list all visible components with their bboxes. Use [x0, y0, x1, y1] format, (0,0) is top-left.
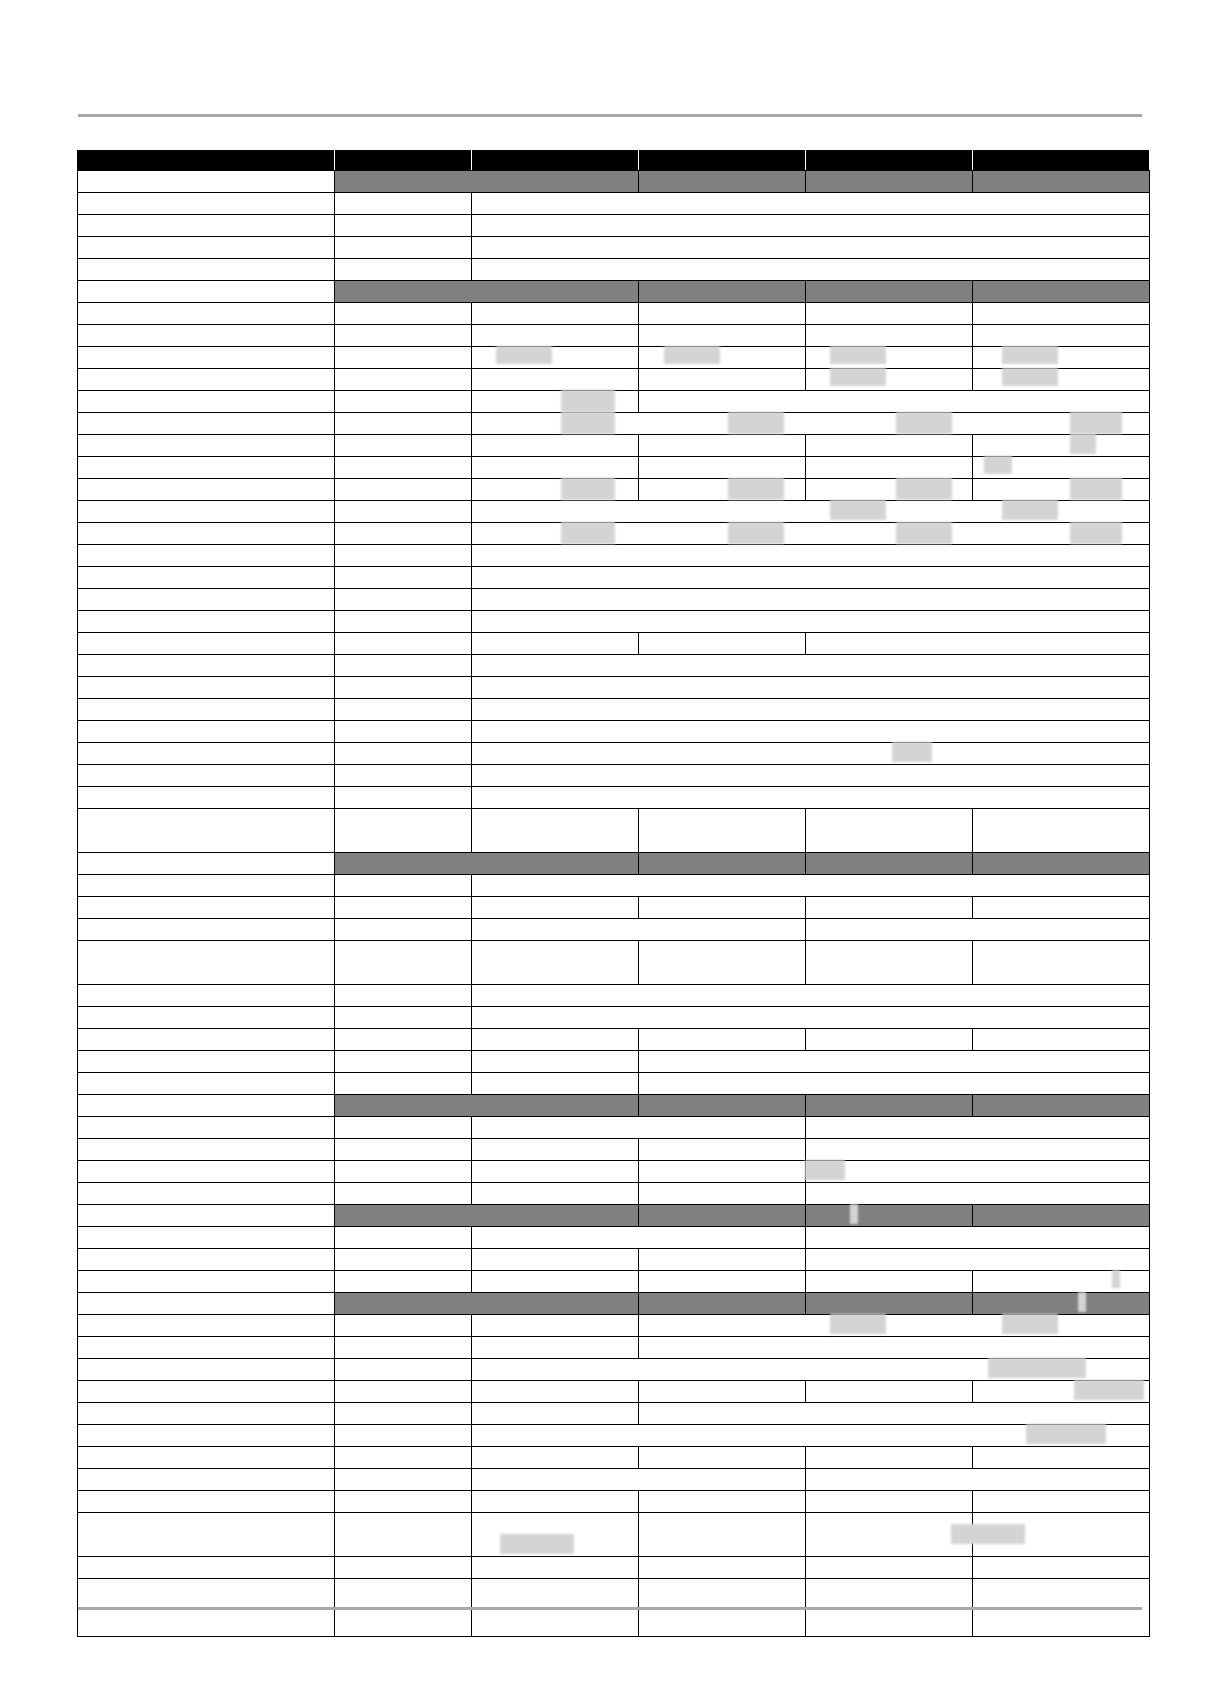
col-border — [972, 170, 973, 192]
col-border — [334, 302, 335, 324]
section-row — [335, 853, 1149, 874]
col-border — [334, 1028, 335, 1050]
col-border — [972, 302, 973, 324]
col-border — [334, 192, 335, 214]
col-border — [471, 874, 472, 896]
col-border — [471, 434, 472, 456]
highlight-mark — [1026, 1424, 1106, 1444]
col-border — [334, 324, 335, 346]
col-border — [334, 1358, 335, 1380]
col-border — [334, 1050, 335, 1072]
col-border — [334, 808, 335, 852]
col-border — [805, 896, 806, 918]
col-border — [805, 1182, 806, 1204]
highlight-mark — [892, 742, 932, 762]
col-border — [471, 390, 472, 412]
col-border — [471, 456, 472, 478]
row-border — [77, 346, 1149, 347]
col-border — [334, 1512, 335, 1556]
col-border — [334, 632, 335, 654]
col-border — [334, 1336, 335, 1358]
col-border — [471, 1358, 472, 1380]
col-border — [805, 1116, 806, 1138]
section-row — [335, 1293, 1149, 1314]
highlight-mark — [1070, 522, 1122, 544]
row-border — [77, 1270, 1149, 1271]
col-border — [471, 1314, 472, 1336]
highlight-mark — [561, 522, 615, 544]
col-border — [471, 1182, 472, 1204]
col-border — [638, 1556, 639, 1578]
col-border — [471, 786, 472, 808]
highlight-mark — [561, 390, 615, 412]
col-border — [972, 368, 973, 390]
col-border — [334, 1446, 335, 1468]
col-border — [471, 1248, 472, 1270]
col-border — [972, 940, 973, 984]
col-border — [471, 1556, 472, 1578]
col-border — [334, 544, 335, 566]
col-border — [972, 1556, 973, 1578]
col-border — [334, 1182, 335, 1204]
col-border — [334, 1116, 335, 1138]
highlight-mark — [561, 478, 615, 500]
highlight-mark — [896, 412, 952, 434]
col-border — [471, 808, 472, 852]
col-border — [638, 1248, 639, 1270]
col-border — [471, 1336, 472, 1358]
col-border — [805, 632, 806, 654]
col-border — [471, 1512, 472, 1556]
row-border — [77, 258, 1149, 259]
col-border — [638, 280, 639, 302]
col-border — [805, 918, 806, 940]
col-border — [805, 478, 806, 500]
col-border — [972, 346, 973, 368]
row-border — [77, 1446, 1149, 1447]
row-border — [77, 1424, 1149, 1425]
row-border — [77, 808, 1149, 809]
col-border — [471, 1116, 472, 1138]
col-border — [471, 654, 472, 676]
col-border — [638, 1292, 639, 1314]
col-border — [972, 434, 973, 456]
row-border — [77, 566, 1149, 567]
row-border — [77, 786, 1149, 787]
row-border — [77, 1116, 1149, 1117]
header-separator — [471, 150, 472, 170]
col-border — [972, 1204, 973, 1226]
highlight-mark — [1002, 368, 1058, 386]
row-border — [77, 654, 1149, 655]
highlight-mark — [496, 346, 552, 364]
col-border — [334, 984, 335, 1006]
col-border — [471, 1006, 472, 1028]
col-border — [638, 456, 639, 478]
section-row — [335, 171, 1149, 192]
table-header-row — [77, 150, 1149, 170]
col-border — [334, 1380, 335, 1402]
col-border — [805, 1556, 806, 1578]
col-border — [334, 874, 335, 896]
highlight-mark — [988, 1358, 1086, 1378]
col-border — [972, 1094, 973, 1116]
col-border — [334, 1424, 335, 1446]
col-border — [334, 346, 335, 368]
table-border-right — [1149, 170, 1150, 1637]
col-border — [638, 302, 639, 324]
col-border — [471, 1028, 472, 1050]
col-border — [471, 1050, 472, 1072]
highlight-mark — [1074, 1380, 1144, 1400]
col-border — [471, 896, 472, 918]
col-border — [638, 1094, 639, 1116]
col-border — [334, 742, 335, 764]
highlight-mark — [728, 522, 784, 544]
table-border-top — [77, 170, 1149, 171]
col-border — [334, 588, 335, 610]
col-border — [471, 566, 472, 588]
col-border — [334, 1006, 335, 1028]
row-border — [77, 742, 1149, 743]
col-border — [334, 566, 335, 588]
row-border — [77, 1138, 1149, 1139]
highlight-mark — [896, 478, 952, 500]
col-border — [805, 940, 806, 984]
col-border — [471, 940, 472, 984]
col-border — [638, 346, 639, 368]
col-border — [805, 1138, 806, 1160]
col-border — [638, 368, 639, 390]
highlight-mark — [1070, 412, 1122, 434]
row-border — [77, 1182, 1149, 1183]
col-border — [471, 236, 472, 258]
highlight-mark — [1112, 1270, 1120, 1288]
col-border — [972, 280, 973, 302]
col-border — [805, 324, 806, 346]
row-border — [77, 874, 1149, 875]
col-border — [334, 654, 335, 676]
col-border — [972, 852, 973, 874]
col-border — [471, 1270, 472, 1292]
highlight-mark — [830, 346, 886, 364]
row-border — [77, 1226, 1149, 1227]
col-border — [805, 302, 806, 324]
col-border — [334, 1556, 335, 1578]
col-border — [805, 1094, 806, 1116]
row-border — [77, 918, 1149, 919]
highlight-mark — [1002, 346, 1058, 364]
col-border — [805, 1292, 806, 1314]
col-border — [471, 1490, 472, 1512]
col-border — [471, 544, 472, 566]
highlight-mark — [664, 346, 720, 364]
col-border — [638, 852, 639, 874]
highlight-mark — [896, 522, 952, 544]
row-border — [77, 236, 1149, 237]
col-border — [471, 1402, 472, 1424]
row-border — [77, 1512, 1149, 1513]
highlight-mark — [951, 1524, 1025, 1544]
col-border — [471, 742, 472, 764]
col-border — [471, 1424, 472, 1446]
col-border — [805, 1512, 806, 1556]
row-border — [77, 1490, 1149, 1491]
col-border — [334, 368, 335, 390]
col-border — [334, 610, 335, 632]
highlight-mark — [1002, 1314, 1058, 1334]
col-border — [334, 500, 335, 522]
highlight-mark — [805, 1160, 845, 1180]
col-border — [638, 324, 639, 346]
col-border — [334, 412, 335, 434]
col-border — [805, 1490, 806, 1512]
col-border — [638, 1072, 639, 1094]
col-border — [334, 236, 335, 258]
row-border — [77, 1160, 1149, 1161]
row-border — [77, 1028, 1149, 1029]
row-border — [77, 1314, 1149, 1315]
col-border — [638, 632, 639, 654]
highlight-mark — [1070, 478, 1122, 500]
row-border — [77, 1006, 1149, 1007]
row-border — [77, 698, 1149, 699]
col-border — [334, 764, 335, 786]
highlight-mark — [850, 1204, 858, 1224]
highlight-mark — [830, 500, 886, 520]
col-border — [805, 434, 806, 456]
col-border — [334, 1468, 335, 1490]
col-border — [638, 1270, 639, 1292]
col-border — [638, 170, 639, 192]
col-border — [972, 1490, 973, 1512]
col-border — [972, 896, 973, 918]
col-border — [334, 1248, 335, 1270]
col-border — [334, 786, 335, 808]
col-border — [805, 1226, 806, 1248]
row-border — [77, 434, 1149, 435]
col-border — [638, 808, 639, 852]
row-border — [77, 1336, 1149, 1337]
col-border — [334, 896, 335, 918]
col-border — [972, 324, 973, 346]
row-border — [77, 302, 1149, 303]
col-border — [471, 346, 472, 368]
col-border — [471, 1160, 472, 1182]
col-border — [471, 412, 472, 434]
col-border — [638, 1380, 639, 1402]
col-border — [972, 1028, 973, 1050]
row-border — [77, 1578, 1149, 1579]
row-border — [77, 544, 1149, 545]
row-border — [77, 500, 1149, 501]
highlight-mark — [1002, 500, 1058, 520]
col-border — [638, 478, 639, 500]
col-border — [334, 434, 335, 456]
highlight-mark — [561, 412, 615, 434]
col-border — [638, 1402, 639, 1424]
col-border — [638, 1160, 639, 1182]
col-border — [972, 478, 973, 500]
col-border — [471, 1226, 472, 1248]
col-border — [334, 720, 335, 742]
col-border — [471, 324, 472, 346]
section-row — [335, 1095, 1149, 1116]
row-border — [77, 1072, 1149, 1073]
col-border — [471, 632, 472, 654]
col-border — [334, 390, 335, 412]
col-border — [334, 258, 335, 280]
col-border — [638, 1050, 639, 1072]
row-border — [77, 324, 1149, 325]
highlight-mark — [984, 456, 1012, 474]
col-border — [638, 1138, 639, 1160]
col-border — [334, 522, 335, 544]
row-border — [77, 588, 1149, 589]
col-border — [471, 1138, 472, 1160]
col-border — [334, 1314, 335, 1336]
highlight-mark — [830, 1314, 886, 1334]
col-border — [334, 456, 335, 478]
col-border — [471, 1072, 472, 1094]
col-border — [805, 1270, 806, 1292]
col-border — [805, 170, 806, 192]
col-border — [334, 1226, 335, 1248]
col-border — [805, 1204, 806, 1226]
col-border — [471, 522, 472, 544]
col-border — [471, 478, 472, 500]
col-border — [638, 1204, 639, 1226]
col-border — [471, 676, 472, 698]
col-border — [334, 940, 335, 984]
col-border — [334, 478, 335, 500]
row-border — [77, 1380, 1149, 1381]
col-border — [805, 1248, 806, 1270]
col-border — [638, 1314, 639, 1336]
col-border — [471, 1468, 472, 1490]
row-border — [77, 940, 1149, 941]
section-row — [335, 281, 1149, 302]
row-border — [77, 1402, 1149, 1403]
highlight-mark — [1078, 1292, 1086, 1312]
col-border — [972, 1292, 973, 1314]
header-separator — [805, 150, 806, 170]
header-separator — [638, 150, 639, 170]
header-rule — [78, 114, 1142, 117]
col-border — [638, 1182, 639, 1204]
col-border — [334, 1490, 335, 1512]
row-border — [77, 1636, 1149, 1637]
row-border — [77, 368, 1149, 369]
col-border — [638, 896, 639, 918]
row-border — [77, 1248, 1149, 1249]
row-border — [77, 676, 1149, 677]
col-border — [334, 1270, 335, 1292]
row-border — [77, 984, 1149, 985]
col-border — [972, 1446, 973, 1468]
row-border — [77, 610, 1149, 611]
col-border — [471, 698, 472, 720]
col-border — [638, 390, 639, 412]
row-border — [77, 192, 1149, 193]
col-border — [972, 1380, 973, 1402]
col-border — [805, 1446, 806, 1468]
col-border — [638, 1490, 639, 1512]
header-separator — [334, 150, 335, 170]
col-border — [471, 588, 472, 610]
col-border — [805, 808, 806, 852]
col-border — [471, 764, 472, 786]
col-border — [471, 720, 472, 742]
section-row — [335, 1205, 1149, 1226]
highlight-mark — [830, 368, 886, 386]
row-border — [77, 632, 1149, 633]
col-border — [805, 368, 806, 390]
row-border — [77, 214, 1149, 215]
col-border — [334, 214, 335, 236]
col-border — [334, 676, 335, 698]
row-border — [77, 720, 1149, 721]
col-border — [805, 1380, 806, 1402]
row-border — [77, 764, 1149, 765]
row-border — [77, 1050, 1149, 1051]
highlight-mark — [728, 412, 784, 434]
col-border — [471, 192, 472, 214]
col-border — [471, 1380, 472, 1402]
col-border — [638, 940, 639, 984]
col-border — [471, 258, 472, 280]
highlight-mark — [1070, 434, 1096, 454]
col-border — [471, 302, 472, 324]
col-border — [334, 698, 335, 720]
row-border — [77, 1556, 1149, 1557]
col-border — [471, 984, 472, 1006]
col-border — [638, 1028, 639, 1050]
col-border — [638, 1512, 639, 1556]
col-border — [805, 346, 806, 368]
highlight-mark — [500, 1534, 574, 1554]
col-border — [805, 852, 806, 874]
col-border — [972, 456, 973, 478]
col-border — [805, 280, 806, 302]
col-border — [471, 214, 472, 236]
row-border — [77, 896, 1149, 897]
footer-rule — [78, 1607, 1142, 1610]
row-border — [77, 1468, 1149, 1469]
col-border — [471, 1446, 472, 1468]
col-border — [805, 1028, 806, 1050]
col-border — [471, 610, 472, 632]
col-border — [972, 808, 973, 852]
col-border — [638, 1446, 639, 1468]
col-border — [471, 918, 472, 940]
col-border — [471, 500, 472, 522]
col-border — [471, 368, 472, 390]
col-border — [334, 1072, 335, 1094]
highlight-mark — [728, 478, 784, 500]
col-border — [334, 1138, 335, 1160]
header-separator — [972, 150, 973, 170]
col-border — [334, 918, 335, 940]
col-border — [805, 1468, 806, 1490]
col-border — [638, 434, 639, 456]
col-border — [638, 1336, 639, 1358]
col-border — [334, 1160, 335, 1182]
col-border — [972, 1270, 973, 1292]
col-border — [805, 456, 806, 478]
col-border — [334, 1402, 335, 1424]
